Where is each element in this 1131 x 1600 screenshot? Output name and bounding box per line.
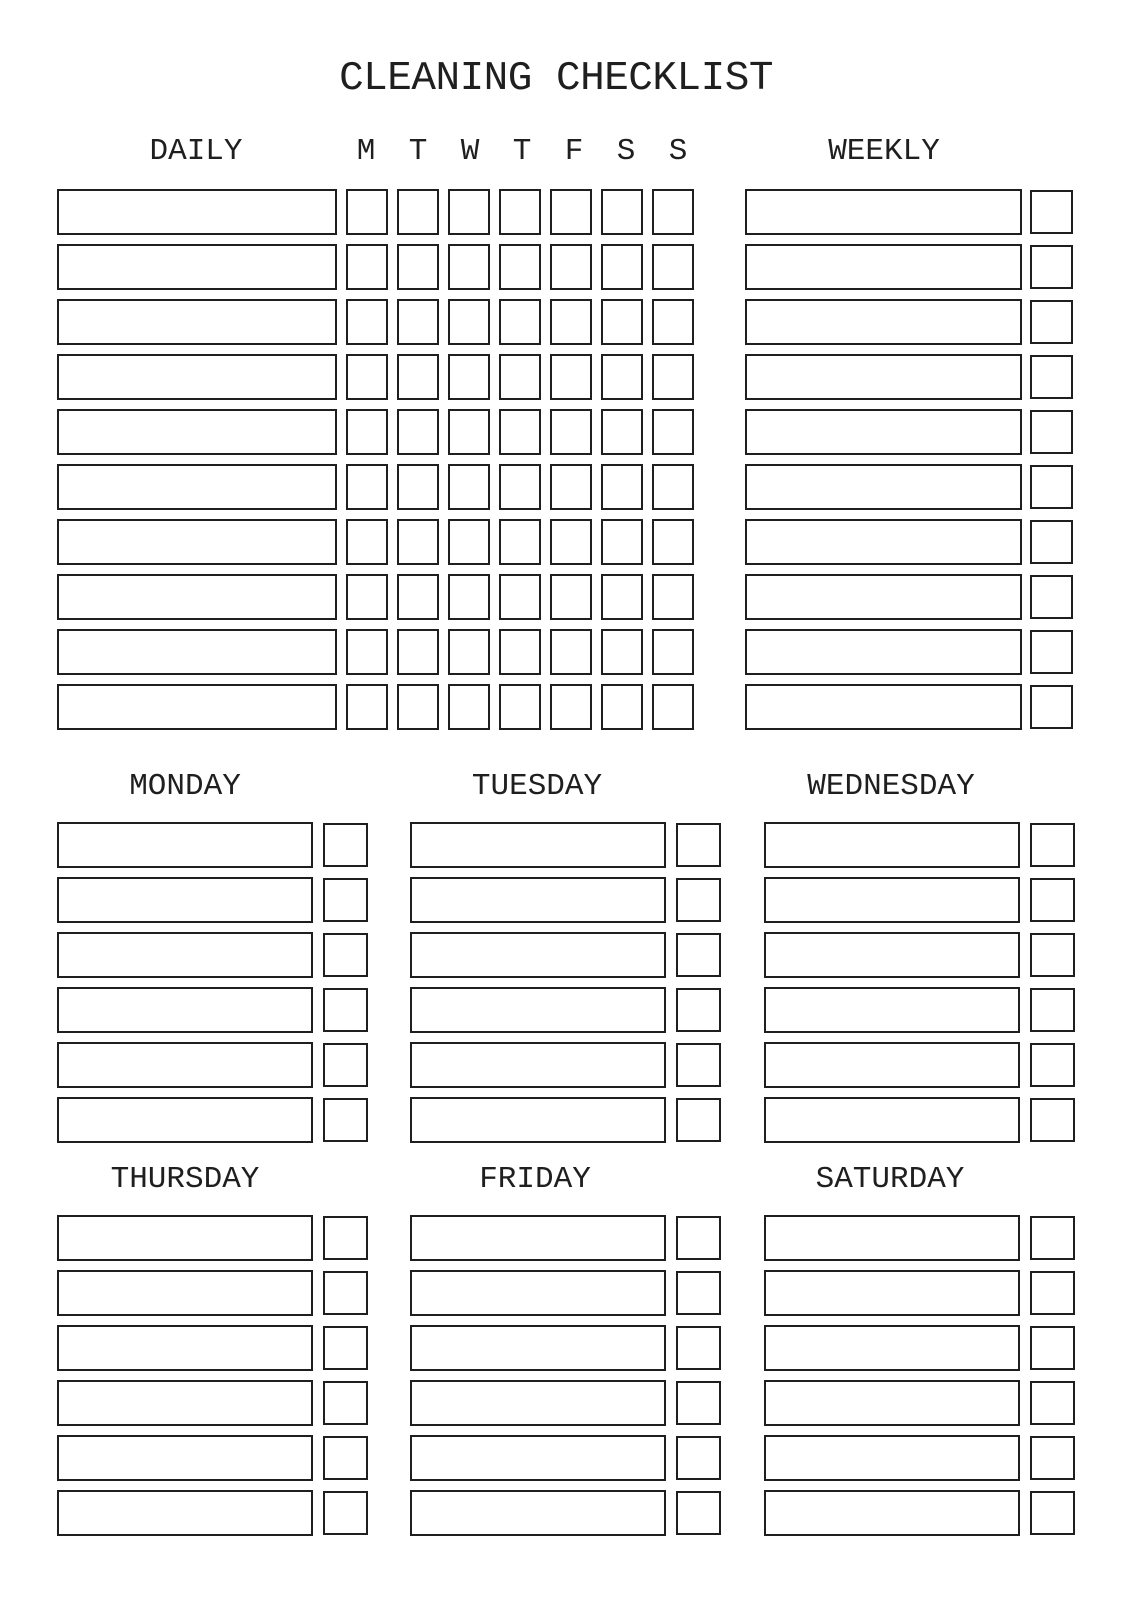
saturday-checkbox[interactable] <box>1030 1381 1075 1425</box>
day-letter-thursday: T <box>512 134 532 169</box>
daily-task-input[interactable] <box>57 354 337 400</box>
day-letter-monday: M <box>356 134 376 169</box>
weekly-checkbox[interactable] <box>1030 630 1073 674</box>
daily-checkbox-thu[interactable] <box>499 684 541 730</box>
daily-task-input[interactable] <box>57 299 337 345</box>
daily-checkbox-fri[interactable] <box>550 189 592 235</box>
thursday-checkbox[interactable] <box>323 1436 368 1480</box>
day-letter-friday: F <box>564 134 584 169</box>
friday-task-input[interactable] <box>410 1325 666 1371</box>
daily-checkbox-sat[interactable] <box>601 409 643 455</box>
daily-checkbox-fri[interactable] <box>550 629 592 675</box>
weekly-checkbox[interactable] <box>1030 520 1073 564</box>
daily-checkbox-wed[interactable] <box>448 189 490 235</box>
saturday-checkbox[interactable] <box>1030 1326 1075 1370</box>
daily-checkbox-sun[interactable] <box>652 244 694 290</box>
day-letter-sunday: S <box>668 134 688 169</box>
monday-checkbox[interactable] <box>323 1098 368 1142</box>
wednesday-checkbox[interactable] <box>1030 988 1075 1032</box>
saturday-task-input[interactable] <box>764 1380 1020 1426</box>
tuesday-checkbox[interactable] <box>676 933 721 977</box>
daily-checkbox-tue[interactable] <box>397 519 439 565</box>
monday-task-input[interactable] <box>57 822 313 868</box>
thursday-task-input[interactable] <box>57 1435 313 1481</box>
thursday-task-input[interactable] <box>57 1215 313 1261</box>
daily-checkbox-wed[interactable] <box>448 684 490 730</box>
monday-task-input[interactable] <box>57 877 313 923</box>
weekly-task-input[interactable] <box>745 519 1022 565</box>
tuesday-checkbox[interactable] <box>676 1043 721 1087</box>
daily-checkbox-sat[interactable] <box>601 519 643 565</box>
thursday-checkbox[interactable] <box>323 1216 368 1260</box>
thursday-task-input[interactable] <box>57 1270 313 1316</box>
friday-checkbox[interactable] <box>676 1216 721 1260</box>
daily-checkbox-thu[interactable] <box>499 354 541 400</box>
monday-checkbox[interactable] <box>323 933 368 977</box>
weekly-task-input[interactable] <box>745 629 1022 675</box>
daily-checkbox-sat[interactable] <box>601 574 643 620</box>
daily-heading: DAILY <box>149 134 243 169</box>
weekly-checkbox[interactable] <box>1030 410 1073 454</box>
tuesday-task-input[interactable] <box>410 1097 666 1143</box>
tuesday-checkbox[interactable] <box>676 823 721 867</box>
daily-checkbox-tue[interactable] <box>397 244 439 290</box>
friday-checkbox[interactable] <box>676 1491 721 1535</box>
tuesday-checkbox[interactable] <box>676 878 721 922</box>
daily-checkbox-mon[interactable] <box>346 409 388 455</box>
friday-task-input[interactable] <box>410 1215 666 1261</box>
monday-task-input[interactable] <box>57 1097 313 1143</box>
daily-checkbox-mon[interactable] <box>346 354 388 400</box>
thursday-checkbox[interactable] <box>323 1326 368 1370</box>
daily-checkbox-sun[interactable] <box>652 684 694 730</box>
daily-checkbox-fri[interactable] <box>550 409 592 455</box>
tuesday-task-input[interactable] <box>410 932 666 978</box>
day-letter-saturday: S <box>616 134 636 169</box>
monday-task-input[interactable] <box>57 987 313 1033</box>
saturday-task-input[interactable] <box>764 1435 1020 1481</box>
day-letter-tuesday: T <box>408 134 428 169</box>
saturday-task-input[interactable] <box>764 1325 1020 1371</box>
wednesday-task-input[interactable] <box>764 932 1020 978</box>
thursday-checkbox[interactable] <box>323 1491 368 1535</box>
saturday-task-input[interactable] <box>764 1215 1020 1261</box>
weekly-checkbox[interactable] <box>1030 465 1073 509</box>
wednesday-checkbox[interactable] <box>1030 933 1075 977</box>
daily-checkbox-tue[interactable] <box>397 189 439 235</box>
thursday-checkbox[interactable] <box>323 1271 368 1315</box>
daily-task-input[interactable] <box>57 519 337 565</box>
thursday-heading: THURSDAY <box>110 1162 260 1197</box>
wednesday-task-input[interactable] <box>764 987 1020 1033</box>
daily-checkbox-mon[interactable] <box>346 464 388 510</box>
daily-checkbox-wed[interactable] <box>448 464 490 510</box>
tuesday-checkbox[interactable] <box>676 1098 721 1142</box>
weekly-task-input[interactable] <box>745 464 1022 510</box>
saturday-checkbox[interactable] <box>1030 1491 1075 1535</box>
daily-checkbox-wed[interactable] <box>448 244 490 290</box>
friday-checkbox[interactable] <box>676 1381 721 1425</box>
tuesday-task-input[interactable] <box>410 822 666 868</box>
daily-checkbox-thu[interactable] <box>499 409 541 455</box>
weekly-checkbox[interactable] <box>1030 300 1073 344</box>
wednesday-heading: WEDNESDAY <box>807 769 975 804</box>
daily-checkbox-thu[interactable] <box>499 464 541 510</box>
monday-checkbox[interactable] <box>323 1043 368 1087</box>
monday-checkbox[interactable] <box>323 988 368 1032</box>
weekly-task-input[interactable] <box>745 189 1022 235</box>
daily-checkbox-fri[interactable] <box>550 464 592 510</box>
daily-checkbox-sun[interactable] <box>652 519 694 565</box>
wednesday-task-input[interactable] <box>764 822 1020 868</box>
friday-checkbox[interactable] <box>676 1326 721 1370</box>
wednesday-task-input[interactable] <box>764 1097 1020 1143</box>
friday-task-input[interactable] <box>410 1435 666 1481</box>
daily-checkbox-fri[interactable] <box>550 574 592 620</box>
monday-task-input[interactable] <box>57 932 313 978</box>
daily-checkbox-sat[interactable] <box>601 684 643 730</box>
daily-task-input[interactable] <box>57 464 337 510</box>
tuesday-task-input[interactable] <box>410 1042 666 1088</box>
daily-checkbox-sat[interactable] <box>601 299 643 345</box>
daily-checkbox-thu[interactable] <box>499 629 541 675</box>
saturday-task-input[interactable] <box>764 1490 1020 1536</box>
daily-checkbox-mon[interactable] <box>346 629 388 675</box>
daily-checkbox-tue[interactable] <box>397 409 439 455</box>
daily-checkbox-wed[interactable] <box>448 574 490 620</box>
daily-checkbox-tue[interactable] <box>397 299 439 345</box>
wednesday-task-input[interactable] <box>764 877 1020 923</box>
daily-checkbox-sat[interactable] <box>601 354 643 400</box>
thursday-task-input[interactable] <box>57 1490 313 1536</box>
wednesday-checkbox[interactable] <box>1030 1098 1075 1142</box>
weekly-task-input[interactable] <box>745 299 1022 345</box>
wednesday-checkbox[interactable] <box>1030 1043 1075 1087</box>
daily-checkbox-thu[interactable] <box>499 574 541 620</box>
daily-checkbox-sun[interactable] <box>652 574 694 620</box>
daily-checkbox-sun[interactable] <box>652 464 694 510</box>
daily-checkbox-wed[interactable] <box>448 629 490 675</box>
weekly-task-input[interactable] <box>745 574 1022 620</box>
weekly-task-input[interactable] <box>745 354 1022 400</box>
daily-checkbox-fri[interactable] <box>550 519 592 565</box>
daily-task-input[interactable] <box>57 189 337 235</box>
weekly-heading: WEEKLY <box>828 134 940 169</box>
page-title: CLEANING CHECKLIST <box>339 56 773 102</box>
daily-checkbox-wed[interactable] <box>448 299 490 345</box>
daily-checkbox-sat[interactable] <box>601 464 643 510</box>
daily-checkbox-sat[interactable] <box>601 244 643 290</box>
daily-task-input[interactable] <box>57 629 337 675</box>
tuesday-task-input[interactable] <box>410 987 666 1033</box>
daily-checkbox-thu[interactable] <box>499 519 541 565</box>
weekly-checkbox[interactable] <box>1030 355 1073 399</box>
daily-checkbox-mon[interactable] <box>346 684 388 730</box>
daily-checkbox-wed[interactable] <box>448 409 490 455</box>
saturday-checkbox[interactable] <box>1030 1436 1075 1480</box>
daily-checkbox-tue[interactable] <box>397 684 439 730</box>
weekly-checkbox[interactable] <box>1030 575 1073 619</box>
wednesday-checkbox[interactable] <box>1030 823 1075 867</box>
weekly-task-input[interactable] <box>745 409 1022 455</box>
saturday-checkbox[interactable] <box>1030 1271 1075 1315</box>
daily-checkbox-sat[interactable] <box>601 629 643 675</box>
daily-checkbox-wed[interactable] <box>448 519 490 565</box>
daily-checkbox-tue[interactable] <box>397 354 439 400</box>
daily-checkbox-fri[interactable] <box>550 354 592 400</box>
friday-task-input[interactable] <box>410 1490 666 1536</box>
monday-checkbox[interactable] <box>323 878 368 922</box>
daily-checkbox-tue[interactable] <box>397 574 439 620</box>
thursday-checkbox[interactable] <box>323 1381 368 1425</box>
tuesday-task-input[interactable] <box>410 877 666 923</box>
thursday-task-input[interactable] <box>57 1325 313 1371</box>
daily-checkbox-sun[interactable] <box>652 354 694 400</box>
daily-task-input[interactable] <box>57 244 337 290</box>
daily-checkbox-wed[interactable] <box>448 354 490 400</box>
daily-task-input[interactable] <box>57 409 337 455</box>
saturday-task-input[interactable] <box>764 1270 1020 1316</box>
thursday-task-input[interactable] <box>57 1380 313 1426</box>
friday-checkbox[interactable] <box>676 1436 721 1480</box>
friday-heading: FRIDAY <box>479 1162 591 1197</box>
daily-checkbox-mon[interactable] <box>346 244 388 290</box>
saturday-heading: SATURDAY <box>815 1162 965 1197</box>
daily-checkbox-mon[interactable] <box>346 519 388 565</box>
wednesday-checkbox[interactable] <box>1030 878 1075 922</box>
daily-checkbox-fri[interactable] <box>550 244 592 290</box>
daily-checkbox-sun[interactable] <box>652 629 694 675</box>
daily-checkbox-tue[interactable] <box>397 629 439 675</box>
monday-task-input[interactable] <box>57 1042 313 1088</box>
daily-checkbox-mon[interactable] <box>346 189 388 235</box>
friday-checkbox[interactable] <box>676 1271 721 1315</box>
weekly-checkbox[interactable] <box>1030 685 1073 729</box>
daily-checkbox-thu[interactable] <box>499 299 541 345</box>
saturday-checkbox[interactable] <box>1030 1216 1075 1260</box>
daily-checkbox-sun[interactable] <box>652 409 694 455</box>
daily-checkbox-mon[interactable] <box>346 574 388 620</box>
monday-heading: MONDAY <box>129 769 241 804</box>
daily-checkbox-thu[interactable] <box>499 189 541 235</box>
weekly-task-input[interactable] <box>745 244 1022 290</box>
daily-checkbox-tue[interactable] <box>397 464 439 510</box>
weekly-task-input[interactable] <box>745 684 1022 730</box>
daily-checkbox-sun[interactable] <box>652 189 694 235</box>
daily-checkbox-sat[interactable] <box>601 189 643 235</box>
day-letter-wednesday: W <box>460 134 480 169</box>
friday-task-input[interactable] <box>410 1270 666 1316</box>
wednesday-task-input[interactable] <box>764 1042 1020 1088</box>
daily-task-input[interactable] <box>57 574 337 620</box>
daily-checkbox-fri[interactable] <box>550 299 592 345</box>
tuesday-heading: TUESDAY <box>471 769 603 804</box>
monday-checkbox[interactable] <box>323 823 368 867</box>
friday-task-input[interactable] <box>410 1380 666 1426</box>
daily-task-input[interactable] <box>57 684 337 730</box>
daily-checkbox-thu[interactable] <box>499 244 541 290</box>
weekly-checkbox[interactable] <box>1030 190 1073 234</box>
daily-checkbox-sun[interactable] <box>652 299 694 345</box>
weekly-checkbox[interactable] <box>1030 245 1073 289</box>
daily-checkbox-mon[interactable] <box>346 299 388 345</box>
daily-checkbox-fri[interactable] <box>550 684 592 730</box>
tuesday-checkbox[interactable] <box>676 988 721 1032</box>
